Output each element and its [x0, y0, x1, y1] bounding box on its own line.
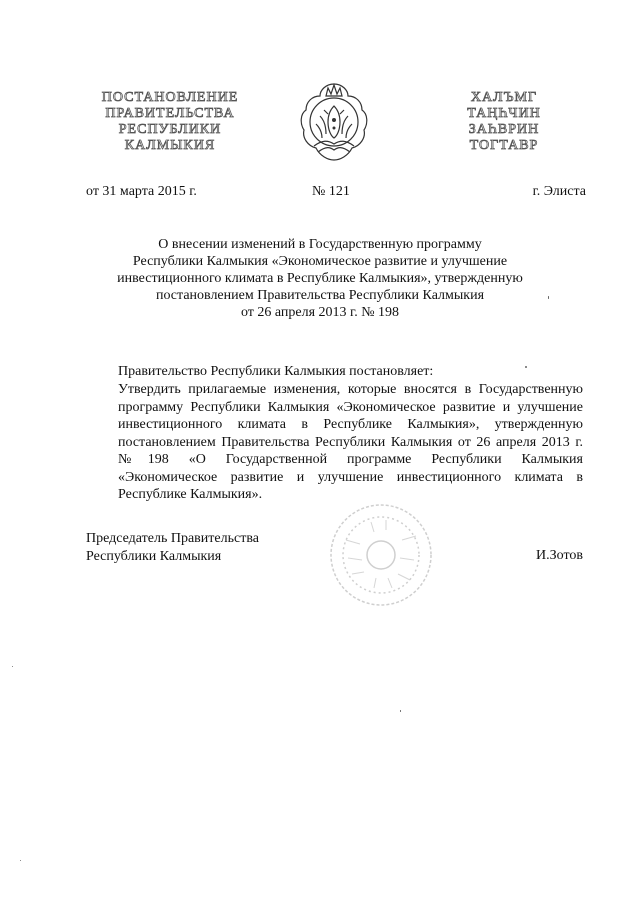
title-line: инвестиционного климата в Республике Калмыкия», утвержденную — [117, 271, 523, 286]
title-line: Республики Калмыкия «Экономическое развитие и улучшение — [132, 254, 508, 269]
signature-position — [86, 530, 259, 566]
header-right-line: ХАЛЪМГ — [470, 90, 538, 105]
decree-text: Утвердить прилагаемые изменения, которые вносятся в Государственную программу Республики Калмыкия «Экономическое развитие и улучшение инвестиционного климата в Республике Калмыкия», утвержденную постановлением Правительства Республики Калмыкия от 26 апреля 2013 г. №198 «О Государственной программе Республики Калмыкия «Экономическое развитие и улучшение инвестиционного климата в Республике Калмыкия». — [118, 382, 583, 502]
header-left-line: КАЛМЫКИЯ — [124, 138, 216, 153]
header-right-title — [448, 90, 560, 154]
header-left-line: ПРАВИТЕЛЬСТВА — [105, 106, 235, 121]
decree-intro-text: Правительство Республики Калмыкия постановляет: — [118, 364, 434, 379]
document-city: г. Элиста — [532, 184, 586, 199]
decree-intro — [86, 363, 583, 381]
header-left-title — [90, 90, 250, 154]
document-date: от 31 марта 2015 г. — [86, 184, 197, 199]
title-line: постановлением Правительства Республики Калмыкия — [155, 288, 485, 303]
document-meta-row — [86, 184, 586, 202]
header-right-line: ТАҢҺЧИН — [467, 106, 541, 121]
official-seal-stamp — [326, 500, 436, 610]
document-title — [100, 236, 540, 321]
title-line: от 26 апреля 2013 г. № 198 — [240, 305, 400, 320]
header-right-line: ЗАҺВРИН — [468, 122, 540, 137]
decree-paragraph — [86, 381, 583, 504]
header-left-line: РЕСПУБЛИКИ — [118, 122, 222, 137]
signature-name: И.Зотов — [536, 548, 583, 563]
document-number: № 121 — [312, 184, 350, 199]
signature-position-line: Республики Калмыкия — [86, 549, 222, 564]
header-right-line: ТОГТАВР — [469, 138, 539, 153]
title-line: О внесении изменений в Государственную программу — [158, 237, 482, 252]
decree-paragraph-text — [86, 381, 583, 504]
header-left-line: ПОСТАНОВЛЕНИЕ — [101, 90, 239, 105]
kalmykia-coat-of-arms-icon — [298, 80, 370, 162]
signature-position-line: Председатель Правительства — [86, 531, 259, 546]
